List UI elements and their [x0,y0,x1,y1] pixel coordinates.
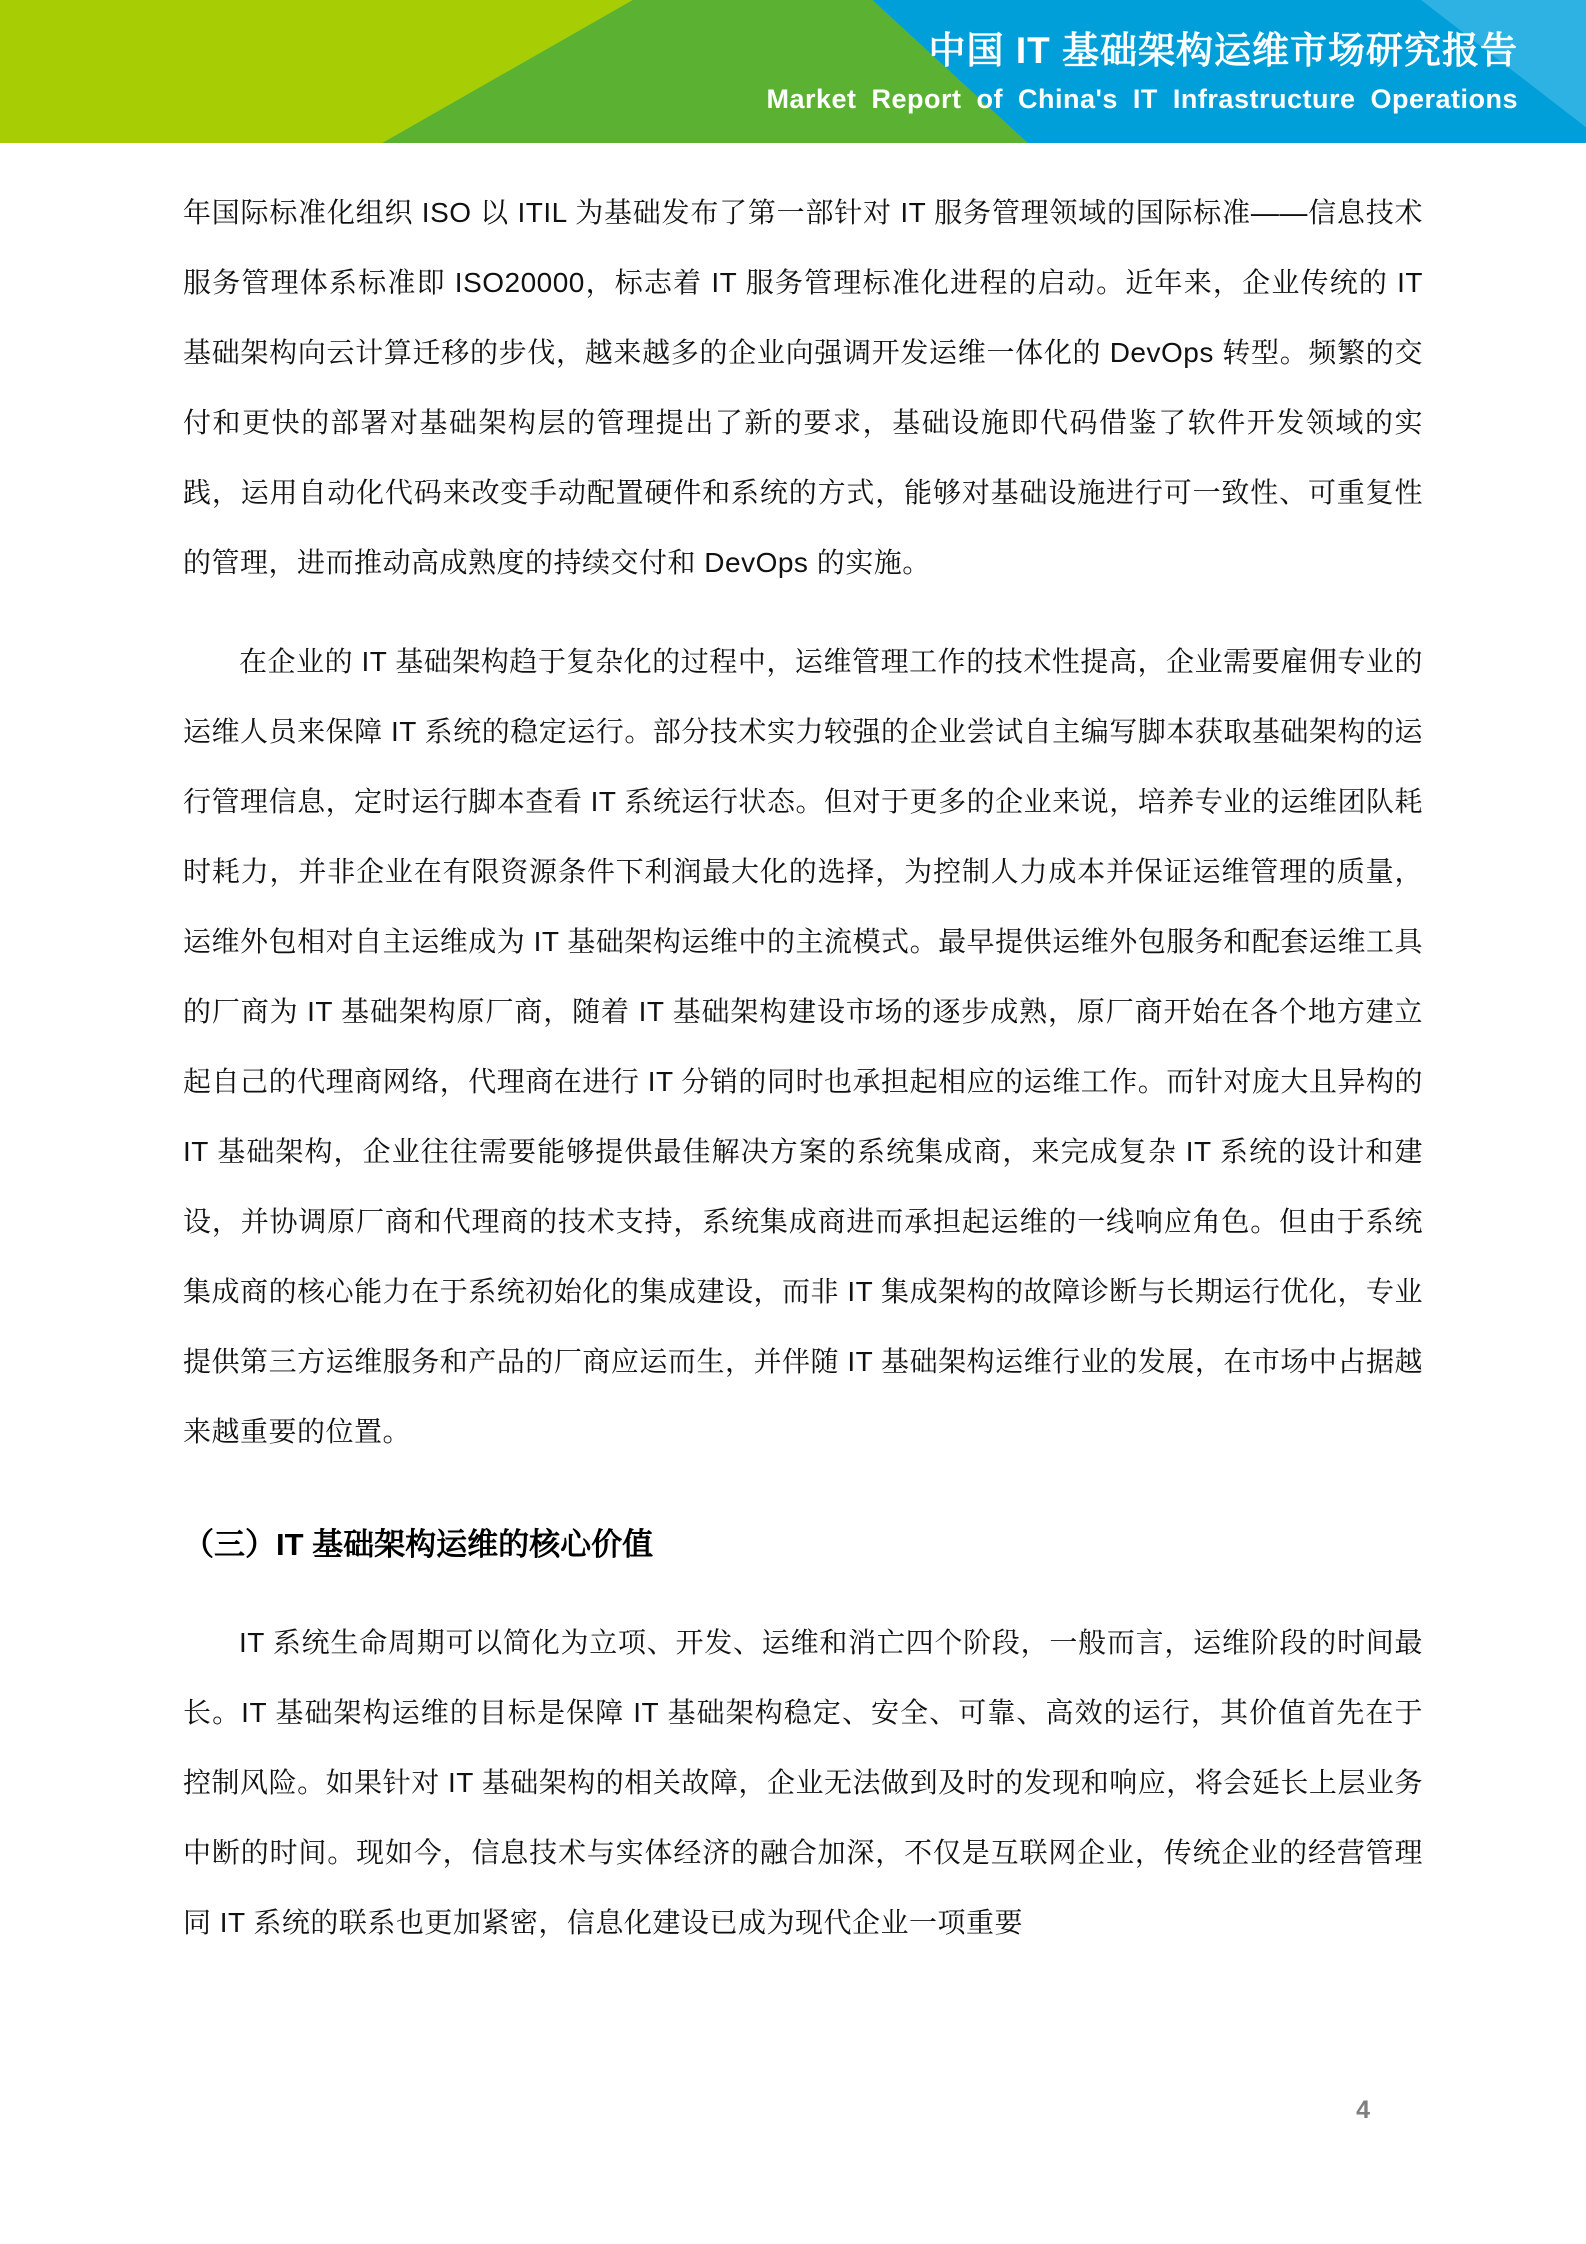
page-number: 4 [1356,2096,1370,2124]
header-band [0,0,1586,143]
document-body [183,178,1423,1958]
paragraph-lifecycle-value: IT 系统生命周期可以简化为立项、开发、运维和消亡四个阶段，一般而言，运维阶段的时间最长。IT 基础架构运维的目标是保障 IT 基础架构稳定、安全、可靠、高效的运行，其价值首先在于控制风险。如果针对 IT 基础架构的相关故障，企业无法做到及时的发现和响应，将会延长上层业务中断的时间。现如今，信息技术与实体经济的融合加深，不仅是互联网企业，传统企业的经营管理同 IT 系统的联系也更加紧密，信息化建设已成为现代企业一项重要 [183,1627,1423,1938]
report-title-english: Market Report of China's IT Infrastructure Operations [766,84,1518,114]
paragraph-ops-outsourcing: 在企业的 IT 基础架构趋于复杂化的过程中，运维管理工作的技术性提高，企业需要雇佣专业的运维人员来保障 IT 系统的稳定运行。部分技术实力较强的企业尝试自主编写脚本获取基础架构的运行管理信息，定时运行脚本查看 IT 系统运行状态。但对于更多的企业来说，培养专业的运维团队耗时耗力，并非企业在有限资源条件下利润最大化的选择，为控制人力成本并保证运维管理的质量，运维外包相对自主运维成为 IT 基础架构运维中的主流模式。最早提供运维外包服务和配套运维工具的厂商为 IT 基础架构原厂商，随着 IT 基础架构建设市场的逐步成熟，原厂商开始在各个地方建立起自己的代理商网络，代理商在进行 IT 分销的同时也承担起相应的运维工作。而针对庞大且异构的 IT 基础架构，企业往往需要能够提供最佳解决方案的系统集成商，来完成复杂 IT 系统的设计和建设，并协调原厂商和代理商的技术支持，系统集成商进而承担起运维的一线响应角色。但由于系统集成商的核心能力在于系统初始化的集成建设，而非 IT 集成架构的故障诊断与长期运行优化，专业提供第三方运维服务和产品的厂商应运而生，并伴随 IT 基础架构运维行业的发展，在市场中占据越来越重要的位置。 [183,646,1423,1447]
paragraph-iso-standard: 年国际标准化组织 ISO 以 ITIL 为基础发布了第一部针对 IT 服务管理领域的国际标准——信息技术服务管理体系标准即 ISO20000，标志着 IT 服务管理标准化进程的启动。近年来，企业传统的 IT 基础架构向云计算迁移的步伐，越来越多的企业向强调开发运维一体化的 DevOps 转型。频繁的交付和更快的部署对基础架构层的管理提出了新的要求，基础设施即代码借鉴了软件开发领域的实践，运用自动化代码来改变手动配置硬件和系统的方式，能够对基础设施进行可一致性、可重复性的管理，进而推动高成熟度的持续交付和 DevOps 的实施。 [183,197,1423,578]
section-heading-core-value: （三）IT 基础架构运维的核心价值 [183,1527,654,1562]
report-title-chinese: 中国 IT 基础架构运维市场研究报告 [928,30,1518,71]
header-titles [766,26,1518,117]
